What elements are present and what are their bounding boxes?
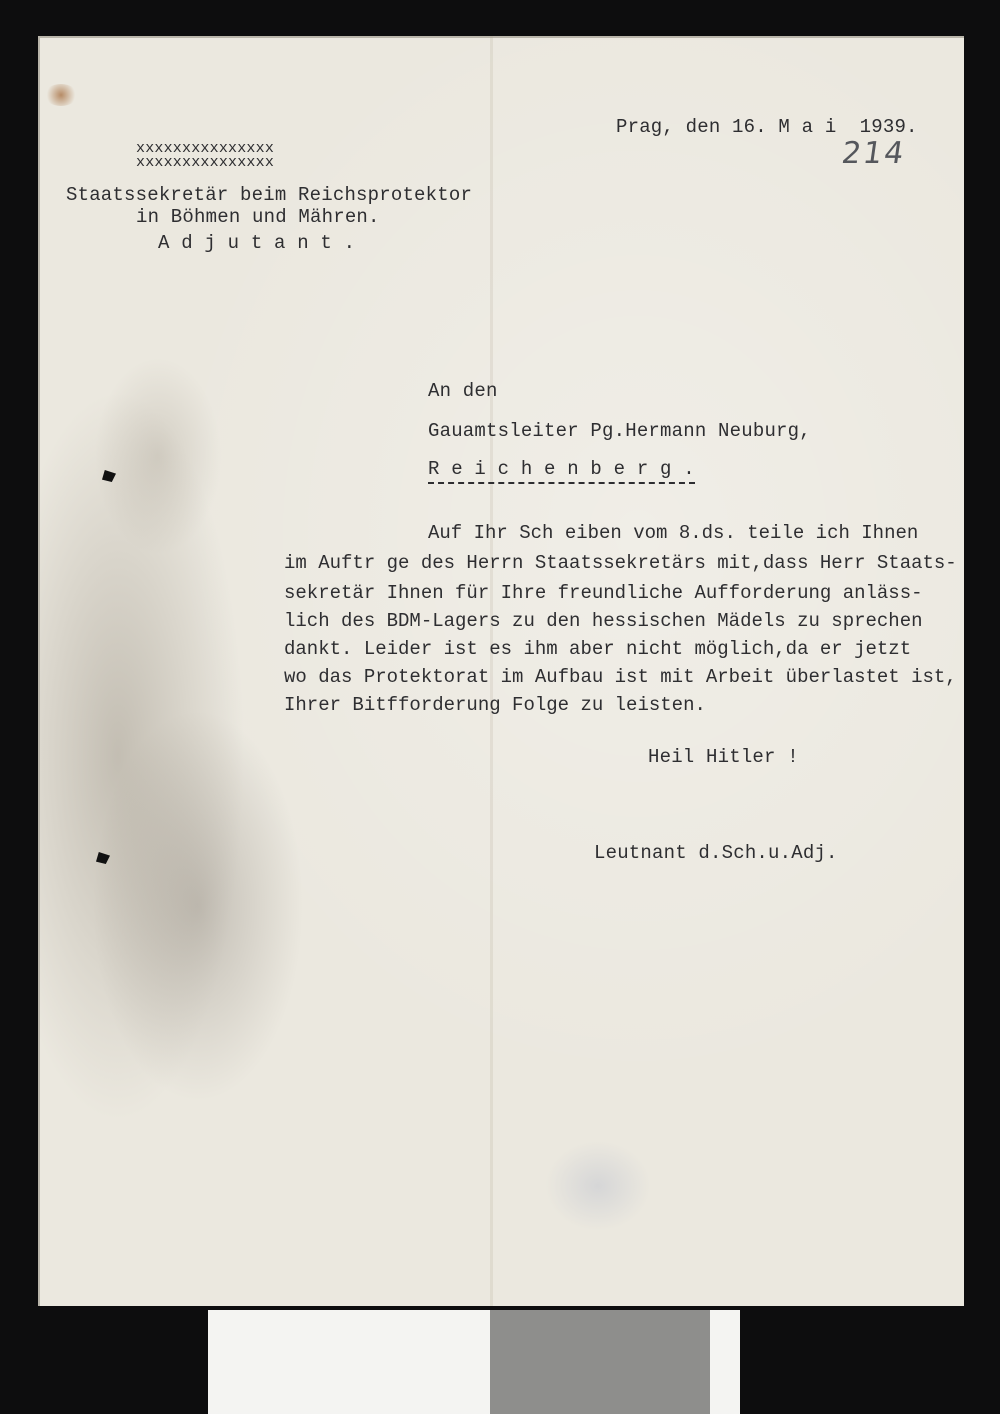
- recipient-salutation: An den: [428, 380, 498, 402]
- letterhead-line: Staatssekretär beim Reichsprotektor: [66, 184, 473, 206]
- body-line: lich des BDM-Lagers zu den hessischen Mädels zu sprechen: [284, 610, 923, 632]
- gray-reference-card: [490, 1310, 710, 1414]
- recipient-name: Gauamtsleiter Pg.Hermann Neuburg,: [428, 420, 811, 442]
- letterhead-strikeout: xxxxxxxxxxxxxxx: [136, 154, 275, 171]
- white-reference-card: [208, 1310, 490, 1414]
- body-line: wo das Protektorat im Aufbau ist mit Arbeit überlastet ist,: [284, 666, 957, 688]
- punch-hole: [96, 852, 110, 864]
- body-line: im Auftr ge des Herrn Staatssekretärs mit,dass Herr Staats-: [284, 552, 957, 574]
- letterhead-title: A d j u t a n t .: [158, 232, 356, 254]
- closing: Heil Hitler !: [648, 746, 799, 768]
- body-line: Auf Ihr Sch eiben vom 8.ds. teile ich Ihnen: [428, 522, 919, 544]
- recipient-city: R e i c h e n b e r g .: [428, 458, 695, 484]
- body-line: Ihrer Bitfforderung Folge zu leisten.: [284, 694, 706, 716]
- white-reference-card-edge: [710, 1310, 740, 1414]
- letterhead-strikeout: xxxxxxxxxxxxxxx: [136, 140, 275, 157]
- archive-number: 214: [839, 136, 908, 171]
- signature: Leutnant d.Sch.u.Adj.: [594, 842, 838, 864]
- date-line: Prag, den 16. M a i 1939.: [616, 116, 918, 138]
- rust-stain: [44, 84, 78, 106]
- letterhead-line: in Böhmen und Mähren.: [136, 206, 380, 228]
- body-line: sekretär Ihnen für Ihre freundliche Aufforderung anläss-: [284, 582, 923, 604]
- body-line: dankt. Leider ist es ihm aber nicht möglich,da er jetzt: [284, 638, 912, 660]
- punch-hole: [102, 470, 116, 482]
